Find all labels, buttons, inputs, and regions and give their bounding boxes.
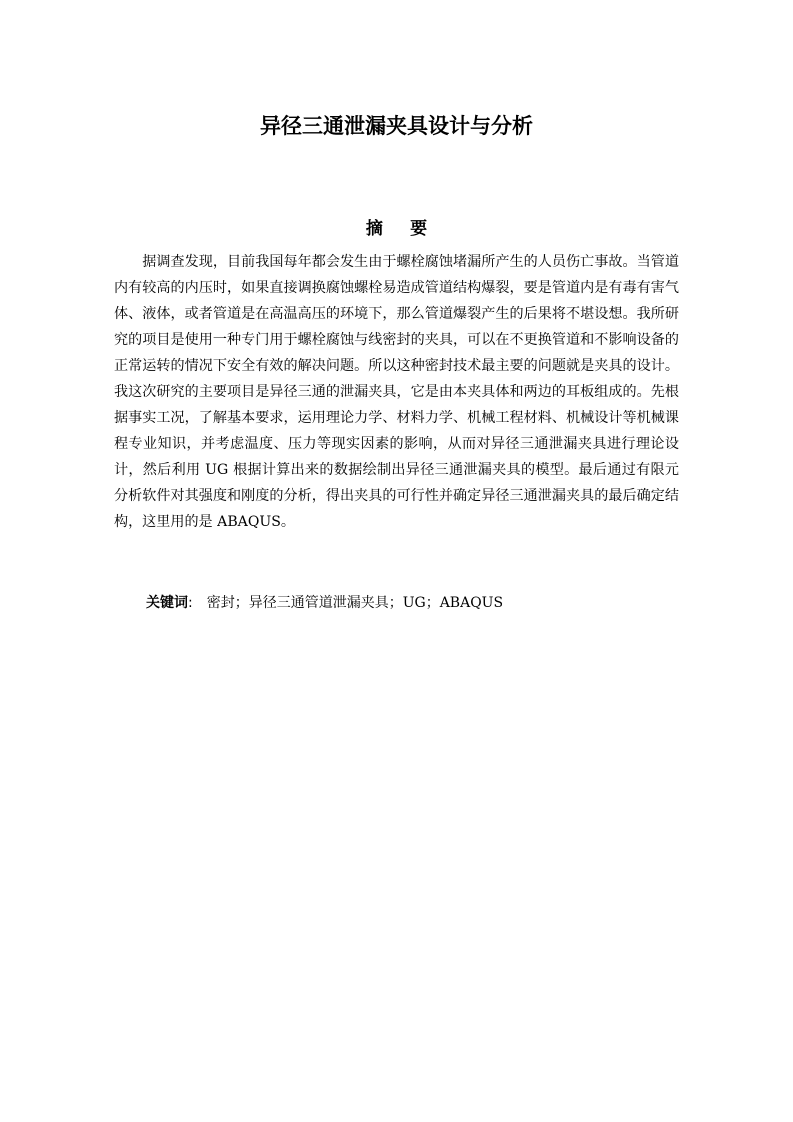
- abstract-text: 据调查发现，目前我国每年都会发生由于螺栓腐蚀堵漏所产生的人员伤亡事故。当管道内有较高的内压时，如果直接调换腐蚀螺栓易造成管道结构爆裂，要是管道内是有毒有害气体、液体，或者管道是在高温高压的环境下，那么管道爆裂产生的后果将不堪设想。我所研究的项目是使用一种专门用于螺栓腐蚀与线密封的夹具，可以在不更换管道和不影响设备的正常运转的情况下安全有效的解决问题。所以这种密封技术最主要的问题就是夹具的设计。我这次研究的主要项目是异径三通的泄漏夹具，它是由本夹具体和两边的耳板组成的。先根据事实工况，了解基本要求，运用理论力学、材料力学、机械工程材料、机械设计等机械课程专业知识，并考虑温度、压力等现实因素的影响，从而对异径三通泄漏夹具进行理论设计，然后利用 UG 根据计算出来的数据绘制出异径三通泄漏夹具的模型。最后通过有限元分析软件对其强度和刚度的分析，得出夹具的可行性并确定异径三通泄漏夹具的最后确定结构，这里用的是 ABAQUS。: [114, 254, 679, 530]
- abstract-heading: 摘要: [365, 219, 455, 239]
- keywords-label: 关键词: [146, 595, 188, 611]
- document-title: 异径三通泄漏夹具设计与分析: [260, 114, 533, 138]
- keywords-value: 密封；异径三通管道泄漏夹具；UG；ABAQUS: [206, 595, 504, 611]
- keywords-separator: :: [188, 595, 193, 611]
- keywords-line: [146, 590, 503, 616]
